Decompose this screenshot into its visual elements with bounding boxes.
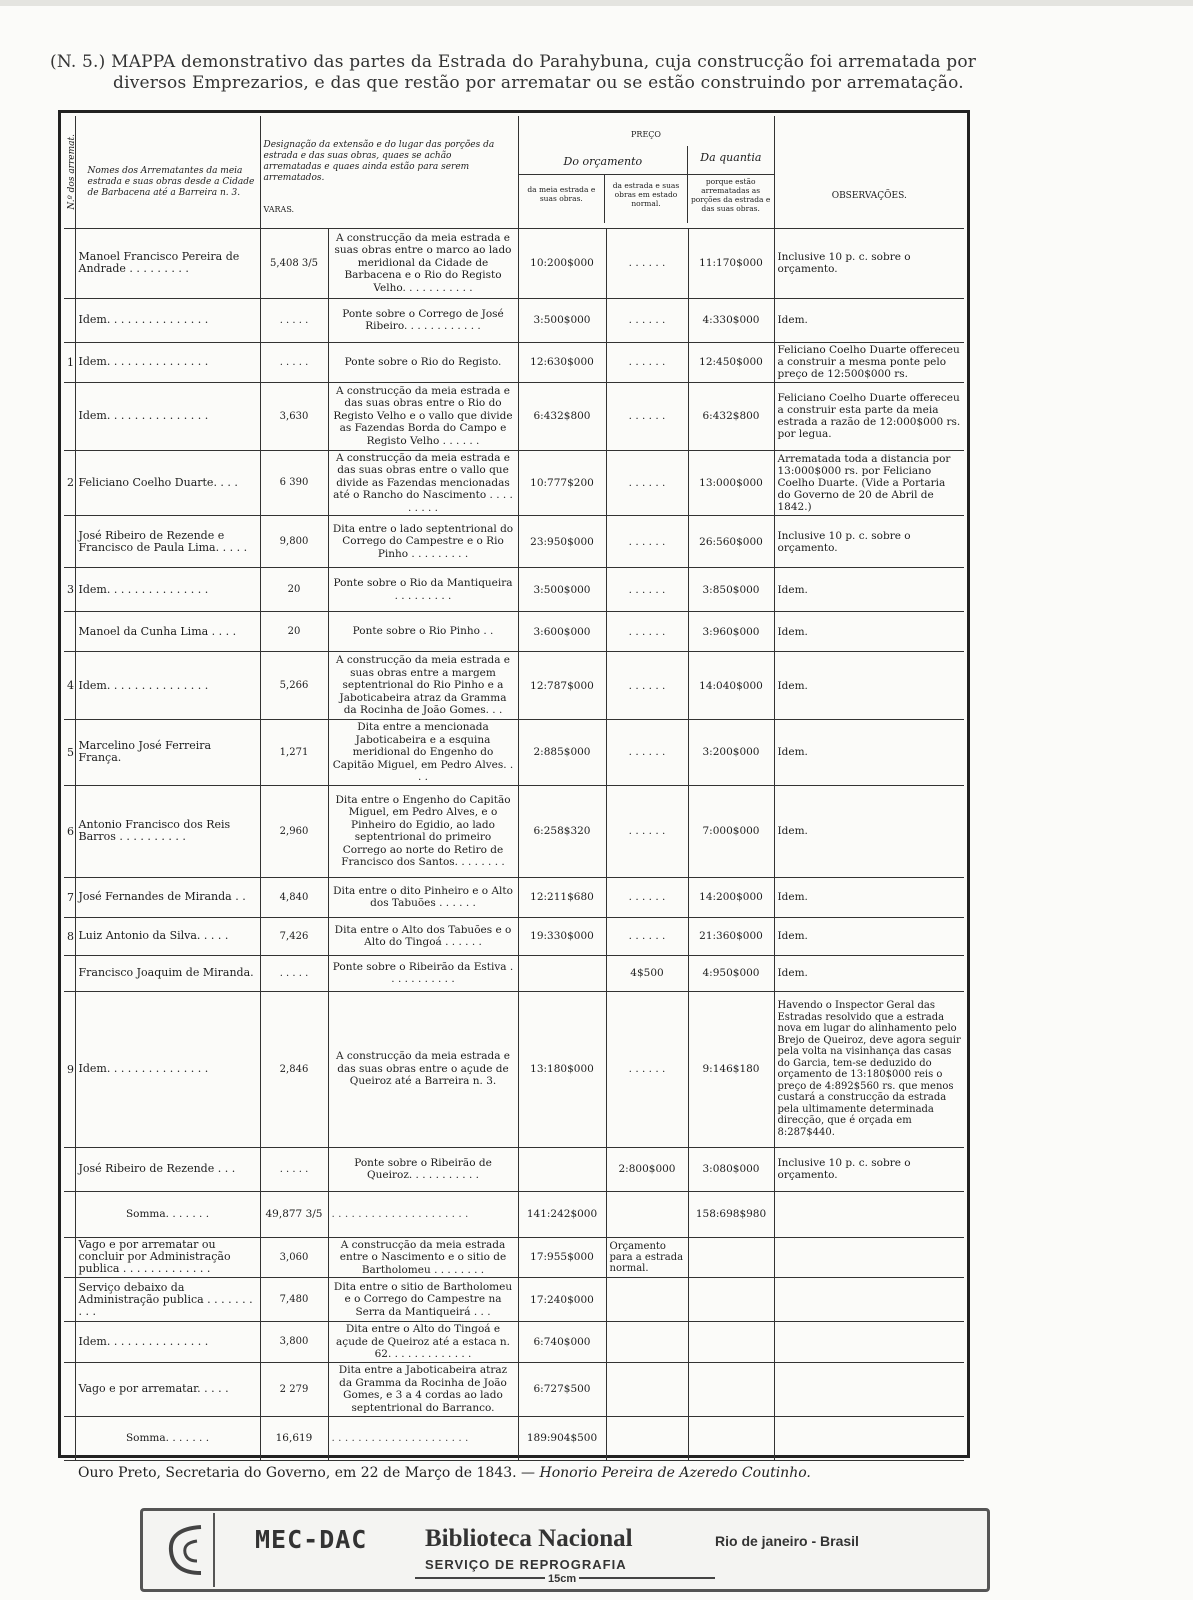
table-row [64,720,964,786]
row-orcamento-normal: . . . . . . [606,382,688,450]
row-orcamento-meia: 3:600$000 [518,612,606,652]
stamp-text-box [213,1513,975,1587]
row-designation: Dita entre a Jaboticabeira atraz da Gramma da Rocinha de João Gomes, e 3 a 4 cordas ao lado septentrional do Barranco. [328,1362,518,1416]
row-varas: 20 [260,568,328,612]
stamp-location: Rio de janeiro - Brasil [715,1533,859,1549]
row-quantia: 7:000$000 [688,785,774,877]
table-row [64,298,964,342]
table-row [64,955,964,991]
table-row [64,612,964,652]
row-quantia: 6:432$800 [688,382,774,450]
table-row [64,228,964,298]
row-name: Serviço debaixo da Administração publica . . . . . . . . . . [75,1278,260,1322]
row-varas: . . . . . [260,955,328,991]
header-sub-arrematadas: porque estão arrematadas as porções da estrada e das suas obras. [690,176,771,213]
row-varas: . . . . . [260,342,328,382]
row-orcamento-normal: . . . . . . [606,568,688,612]
somma-dots: . . . . . . . . . . . . . . . . . . . . . [328,1416,518,1460]
row-num: 5 [64,720,75,786]
row-orcamento-normal: . . . . . . [606,516,688,568]
stamp-service: SERVIÇO DE REPROGRAFIA [425,1557,627,1572]
row-num [64,516,75,568]
row-designation: Ponte sobre o Rio da Mantiqueira . . . . . . . . . [328,568,518,612]
row-name: Feliciano Coelho Duarte. . . . [75,450,260,516]
row-orcamento-meia: 17:240$000 [518,1278,606,1322]
row-varas: 3,630 [260,382,328,450]
row-name: Idem. . . . . . . . . . . . . . . [75,1322,260,1363]
row-quantia: 21:360$000 [688,917,774,955]
library-stamp [140,1508,990,1592]
row-observation: Feliciano Coelho Duarte offereceu a construir esta parte da meia estrada a razão de 12:000$000 rs. por legua. [774,382,964,450]
header-varas: VARAS. [263,204,295,214]
row-observation: Idem. [774,652,964,720]
table-row [64,1278,964,1322]
row-varas: 20 [260,612,328,652]
row-varas: 2 279 [260,1362,328,1416]
row-orcamento-normal: . . . . . . [606,877,688,917]
row-orcamento-meia: 10:777$200 [518,450,606,516]
row-designation: A construcção da meia estrada e das suas obras entre o Rio do Registo Velho e o vallo que divide as Fazendas Borda do Campo e Registo Velho . . . . . . [328,382,518,450]
somma-label: Somma. . . . . . . [75,1416,260,1460]
row-designation: A construcção da meia estrada e suas obras entre o marco ao lado meridional da Cidade de Barbacena e o Rio do Registo Velho. . . . . . . . . . . [328,228,518,298]
row-quantia: 26:560$000 [688,516,774,568]
row-orcamento-normal: . . . . . . [606,917,688,955]
library-logo-icon [161,1519,215,1581]
row-num [64,612,75,652]
row-designation: Ponte sobre o Ribeirão de Queiroz. . . . . . . . . . . [328,1147,518,1191]
row-quantia: 4:950$000 [688,955,774,991]
somma-varas: 49,877 3/5 [260,1191,328,1237]
somma-quantia: 158:698$980 [688,1191,774,1237]
row-designation: Dita entre o lado septentrional do Corrego do Campestre e o Rio Pinho . . . . . . . . . [328,516,518,568]
row-num [64,228,75,298]
row-orcamento-meia: 17:955$000 [518,1237,606,1278]
footer [78,1465,811,1481]
row-num: 6 [64,785,75,877]
row-name: Idem. . . . . . . . . . . . . . . [75,382,260,450]
row-orcamento-meia: 2:885$000 [518,720,606,786]
row-observation: Idem. [774,298,964,342]
row-quantia: 11:170$000 [688,228,774,298]
row-name: José Ribeiro de Rezende . . . [75,1147,260,1191]
somma-varas: 16,619 [260,1416,328,1460]
row-orcamento-note: Orçamento para a estrada normal. [606,1237,688,1278]
row-quantia: 3:200$000 [688,720,774,786]
somma-row [64,1416,964,1460]
row-observation: Idem. [774,785,964,877]
row-quantia: 3:080$000 [688,1147,774,1191]
row-name: Vago e por arrematar. . . . . [75,1362,260,1416]
row-varas: 3,060 [260,1237,328,1278]
row-orcamento-normal: . . . . . . [606,720,688,786]
row-observation: Idem. [774,917,964,955]
row-name: José Ribeiro de Rezende e Francisco de Paula Lima. . . . . [75,516,260,568]
row-name: Idem. . . . . . . . . . . . . . . [75,991,260,1147]
row-orcamento-meia: 6:258$320 [518,785,606,877]
row-orcamento-normal: 4$500 [606,955,688,991]
row-designation: Dita entre o Alto dos Tabuões e o Alto do Tingoá . . . . . . [328,917,518,955]
header-line-1: (N. 5.) MAPPA demonstrativo das partes da Estrada do Parahybuna, cuja construcção foi arrematada por [50,52,977,72]
row-orcamento-meia: 6:727$500 [518,1362,606,1416]
row-varas: 3,800 [260,1322,328,1363]
somma-dots: . . . . . . . . . . . . . . . . . . . . . [328,1191,518,1237]
table-header-row [64,116,964,228]
row-orcamento-meia [518,1147,606,1191]
row-orcamento-meia: 12:630$000 [518,342,606,382]
row-orcamento-meia: 13:180$000 [518,991,606,1147]
header-line-2: diversos Emprezarios, e das que restão por arrematar ou se estão construindo por arrematação. [113,73,964,93]
row-varas: 1,271 [260,720,328,786]
table-row [64,1237,964,1278]
row-orcamento-normal: . . . . . . [606,612,688,652]
row-designation: A construcção da meia estrada e das suas obras entre o vallo que divide as Fazendas mencionadas até o Rancho do Nascimento . . . . . . . . . [328,450,518,516]
row-observation: Inclusive 10 p. c. sobre o orçamento. [774,516,964,568]
header-sub-estado-normal: da estrada e suas obras em estado normal. [605,175,688,223]
header-num: N.º dos arremat. [64,116,75,228]
table-row [64,516,964,568]
row-observation: Inclusive 10 p. c. sobre o orçamento. [774,1147,964,1191]
row-observation: Havendo o Inspector Geral das Estradas resolvido que a estrada nova em lugar do alinhamento pelo Brejo de Queiroz, deve agora seguir pela volta na visinhança das casas do Garcia, tem-se deduzido do orçamento de 13:180$000 reis o preço de 4:892$560 rs. que menos custará a construcção da estrada pela ultimamente determinada direcção, que é orçada em 8:287$440. [774,991,964,1147]
row-name: José Fernandes de Miranda . . [75,877,260,917]
row-orcamento-meia [518,955,606,991]
row-name: Francisco Joaquim de Miranda. [75,955,260,991]
table-row [64,785,964,877]
row-observation: Inclusive 10 p. c. sobre o orçamento. [774,228,964,298]
row-observation: Idem. [774,955,964,991]
row-quantia: 3:960$000 [688,612,774,652]
somma-orcamento: 141:242$000 [518,1191,606,1237]
row-orcamento-meia: 3:500$000 [518,298,606,342]
row-num: 3 [64,568,75,612]
row-orcamento-normal: . . . . . . [606,991,688,1147]
row-name: Idem. . . . . . . . . . . . . . . [75,342,260,382]
row-name: Manoel da Cunha Lima . . . . [75,612,260,652]
row-quantia: 14:040$000 [688,652,774,720]
row-observation: Feliciano Coelho Duarte offereceu a construir a mesma ponte pelo preço de 12:500$000 rs. [774,342,964,382]
row-num: 9 [64,991,75,1147]
row-varas: 2,846 [260,991,328,1147]
row-quantia: 9:146$180 [688,991,774,1147]
row-orcamento-normal: . . . . . . [606,298,688,342]
row-varas: 9,800 [260,516,328,568]
row-num [64,382,75,450]
row-varas: 5,266 [260,652,328,720]
row-num: 4 [64,652,75,720]
table-row [64,1322,964,1363]
table-row [64,652,964,720]
row-varas: 5,408 3/5 [260,228,328,298]
row-orcamento-meia: 6:432$800 [518,382,606,450]
row-quantia: 4:330$000 [688,298,774,342]
row-orcamento-normal: . . . . . . [606,652,688,720]
footer-signature: Honorio Pereira de Azeredo Coutinho. [539,1465,811,1481]
row-observation: Arrematada toda a distancia por 13:000$000 rs. por Feliciano Coelho Duarte. (Vide a Portaria do Governo de 20 de Abril de 1842.) [774,450,964,516]
row-varas: 7,480 [260,1278,328,1322]
row-name: Idem. . . . . . . . . . . . . . . [75,298,260,342]
row-orcamento-meia: 23:950$000 [518,516,606,568]
header-names: Nomes dos Arrematantes da meia estrada e suas obras desde a Cidade de Barbacena até a Barreira n. 3. [75,116,260,228]
row-designation: Ponte sobre o Corrego de José Ribeiro. . . . . . . . . . . . [328,298,518,342]
row-designation: Ponte sobre o Rio Pinho . . [328,612,518,652]
row-designation: Dita entre o dito Pinheiro e o Alto dos Tabuões . . . . . . [328,877,518,917]
row-orcamento-meia: 12:787$000 [518,652,606,720]
row-num: 8 [64,917,75,955]
row-orcamento-normal: . . . . . . [606,342,688,382]
row-designation: Ponte sobre o Ribeirão da Estiva . . . . . . . . . . . [328,955,518,991]
table-row [64,917,964,955]
somma-label: Somma. . . . . . . [75,1191,260,1237]
row-orcamento-meia: 3:500$000 [518,568,606,612]
row-designation: A construcção da meia estrada e suas obras entre a margem septentrional do Rio Pinho e a Jaboticabeira atraz da Gramma da Rocinha de João Gomes. . . [328,652,518,720]
row-designation: A construcção da meia estrada e das suas obras entre o açude de Queiroz até a Barreira n. 3. [328,991,518,1147]
row-observation: Idem. [774,568,964,612]
table-row [64,450,964,516]
somma-orcamento: 189:904$500 [518,1416,606,1460]
row-designation: Dita entre a mencionada Jaboticabeira e a esquina meridional do Engenho do Capitão Miguel, em Pedro Alves. . . . [328,720,518,786]
row-num: 1 [64,342,75,382]
row-varas: . . . . . [260,298,328,342]
road-map-table [64,116,964,1461]
table-row [64,1362,964,1416]
stamp-library: Biblioteca Nacional [425,1525,633,1552]
row-name: Antonio Francisco dos Reis Barros . . . . . . . . . . [75,785,260,877]
row-orcamento-normal: . . . . . . [606,450,688,516]
row-num: 2 [64,450,75,516]
document-header [50,52,1160,94]
header-designation [260,116,518,228]
header-da-quantia: Da quantia [687,146,773,174]
table-row [64,382,964,450]
row-name: Vago e por arrematar ou concluir por Administração publica . . . . . . . . . . . . . [75,1237,260,1278]
row-quantia: 13:000$000 [688,450,774,516]
row-varas: . . . . . [260,1147,328,1191]
stamp-scale-label: 15cm [545,1573,579,1585]
row-observation: Idem. [774,877,964,917]
table-row [64,1147,964,1191]
table-row [64,991,964,1147]
row-num [64,955,75,991]
row-observation: Idem. [774,720,964,786]
stamp-org: MEC-DAC [255,1525,368,1554]
row-quantia: 14:200$000 [688,877,774,917]
row-num [64,1147,75,1191]
row-designation: Dita entre o Engenho do Capitão Miguel, em Pedro Alves, e o Pinheiro do Egidio, ao lado septentrional do primeiro Corrego ao norte do Retiro de Francisco dos Santos. . . . . . . . [328,785,518,877]
row-varas: 2,960 [260,785,328,877]
row-num: 7 [64,877,75,917]
header-price [518,116,774,228]
row-varas: 6 390 [260,450,328,516]
row-varas: 7,426 [260,917,328,955]
row-name: Manoel Francisco Pereira de Andrade . . . . . . . . . [75,228,260,298]
row-name: Marcelino José Ferreira França. [75,720,260,786]
header-designation-text: Designação da extensão e do lugar das porções da estrada e das suas obras, quaes se achão arrematadas e quaes ainda estão para serem arrematados. [263,139,495,183]
row-observation: Idem. [774,612,964,652]
row-orcamento-meia: 6:740$000 [518,1322,606,1363]
somma-row [64,1191,964,1237]
row-orcamento-normal: . . . . . . [606,228,688,298]
row-designation: A construcção da meia estrada entre o Nascimento e o sitio de Bartholomeu . . . . . . . . [328,1237,518,1278]
table-row [64,877,964,917]
page-edge [0,0,1193,6]
row-orcamento-meia: 12:211$680 [518,877,606,917]
row-orcamento-meia: 19:330$000 [518,917,606,955]
table-row [64,568,964,612]
row-orcamento-normal: 2:800$000 [606,1147,688,1191]
header-price-label: PREÇO [631,129,661,139]
row-orcamento-meia: 10:200$000 [518,228,606,298]
header-do-orcamento: Do orçamento [563,154,643,168]
row-varas: 4,840 [260,877,328,917]
row-name: Idem. . . . . . . . . . . . . . . [75,652,260,720]
table-row [64,342,964,382]
row-designation: Ponte sobre o Rio do Registo. [328,342,518,382]
header-observacoes: OBSERVAÇÕES. [774,116,964,228]
row-quantia: 12:450$000 [688,342,774,382]
row-orcamento-normal: . . . . . . [606,785,688,877]
row-designation: Dita entre o Alto do Tingoá e açude de Queiroz até a estaca n. 62. . . . . . . . . . . . . [328,1322,518,1363]
row-name: Luiz Antonio da Silva. . . . . [75,917,260,955]
footer-text: Ouro Preto, Secretaria do Governo, em 22 de Março de 1843. — [78,1465,540,1481]
header-sub-meia-estrada: da meia estrada e suas obras. [519,175,606,223]
row-quantia: 3:850$000 [688,568,774,612]
row-num [64,298,75,342]
row-name: Idem. . . . . . . . . . . . . . . [75,568,260,612]
row-designation: Dita entre o sitio de Bartholomeu e o Corrego do Campestre na Serra da Mantiqueirá . . . [328,1278,518,1322]
